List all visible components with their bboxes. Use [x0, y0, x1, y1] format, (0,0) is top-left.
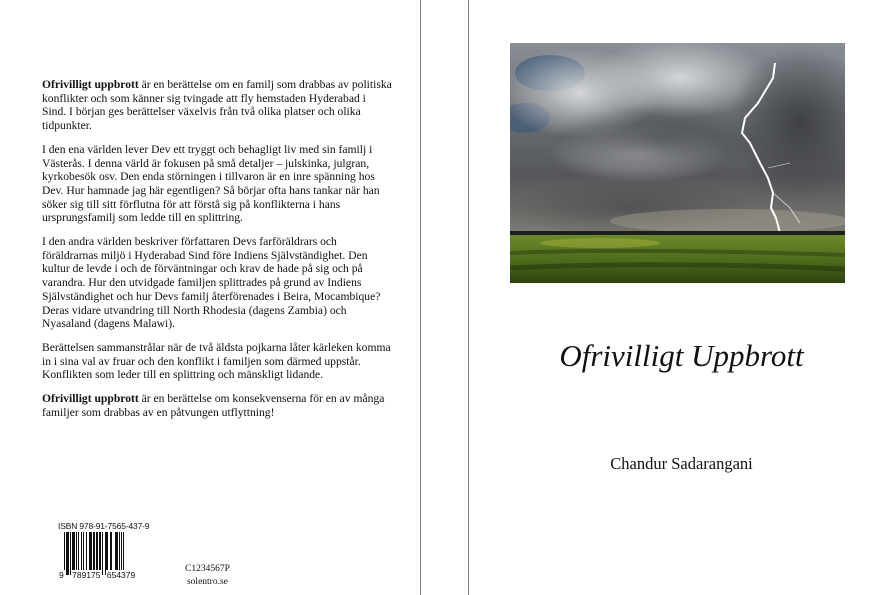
storm-lightning-image — [510, 43, 845, 283]
barcode-digit-lead: 9 — [59, 570, 64, 580]
blurb-paragraph-2 — [42, 143, 392, 225]
barcode-digits — [58, 570, 158, 580]
blurb-paragraph-1 — [42, 78, 392, 133]
bold-book-title: Ofrivilligt uppbrott — [42, 78, 139, 91]
spine — [421, 0, 468, 595]
isbn-barcode-block — [58, 521, 158, 578]
paragraph-text: är en berättelse om konsekvenserna för en av många familjer som drabbas av en påtvungen utflyttning! — [42, 392, 385, 419]
book-author: Chandur Sadarangani — [610, 454, 753, 473]
publisher-code: C1234567P — [185, 564, 230, 574]
publisher-info — [185, 563, 230, 589]
barcode-digits-right: 654379 — [106, 570, 136, 580]
publisher-site: solentro.se — [186, 577, 228, 587]
barcode-digits-left: 789175 — [72, 570, 101, 580]
barcode — [58, 532, 158, 578]
blurb-paragraph-3 — [42, 235, 392, 331]
back-cover — [0, 0, 420, 595]
blurb-paragraph-5 — [42, 392, 392, 419]
isbn-label: ISBN 978-91-7565-437-9 — [58, 521, 150, 531]
paragraph-text: är en berättelse om en familj som drabbas av politiska konflikter och som känner sig tvingade att fly hemstaden Hyderabad i Sind. I början ges berättelser växelvis från två olika platser och olika tidpunkter. — [42, 78, 392, 133]
back-cover-blurb — [42, 78, 392, 429]
paragraph-text: I den andra världen beskriver författaren Devs farföräldrars och föräldrarnas miljö i Hyderabad Sind före Indiens Självständighet. Den kultur de levde i och de förväntningar och krav de hade på sig och på varandra. Hur den utvidgade familjen splittrades på grund av Indiens Självständighet och hur Devs familj återförenades i Beira, Mocambique? Deras vidare utvandring till North Rhodesia (dagens Zambia) och Nyasaland (dagens Malawi). — [42, 235, 381, 331]
front-cover — [469, 0, 888, 595]
book-title: Ofrivilligt Uppbrott — [559, 338, 804, 373]
paragraph-text: I den ena världen lever Dev ett tryggt och behagligt liv med sin familj i Västerås. I denna värld är fokusen på små detaljer – julskinka, julgran, kyrkobesök osv. Den enda störningen i tillvaron är en inre spänning hos Dev. Hur hamnade jag här egentligen? Så börjar ofta hans tankar när han söker sig till sitt förflutna för att förstå sig på konflikterna i hans ursprungsfamilj som ledde till en splittring. — [42, 142, 380, 225]
blurb-paragraph-4 — [42, 341, 392, 382]
barcode-bars — [64, 532, 152, 575]
paragraph-text: Berättelsen sammanstrålar när de två äldsta pojkarna låter kärleken komma in i sina val av fruar och den konflikt i familjen som därmed uppstår. Konflikten som leder till en splittring och mänskligt lidande. — [42, 340, 391, 382]
cover-photo-storm — [510, 43, 845, 283]
bold-book-title: Ofrivilligt uppbrott — [42, 392, 139, 406]
